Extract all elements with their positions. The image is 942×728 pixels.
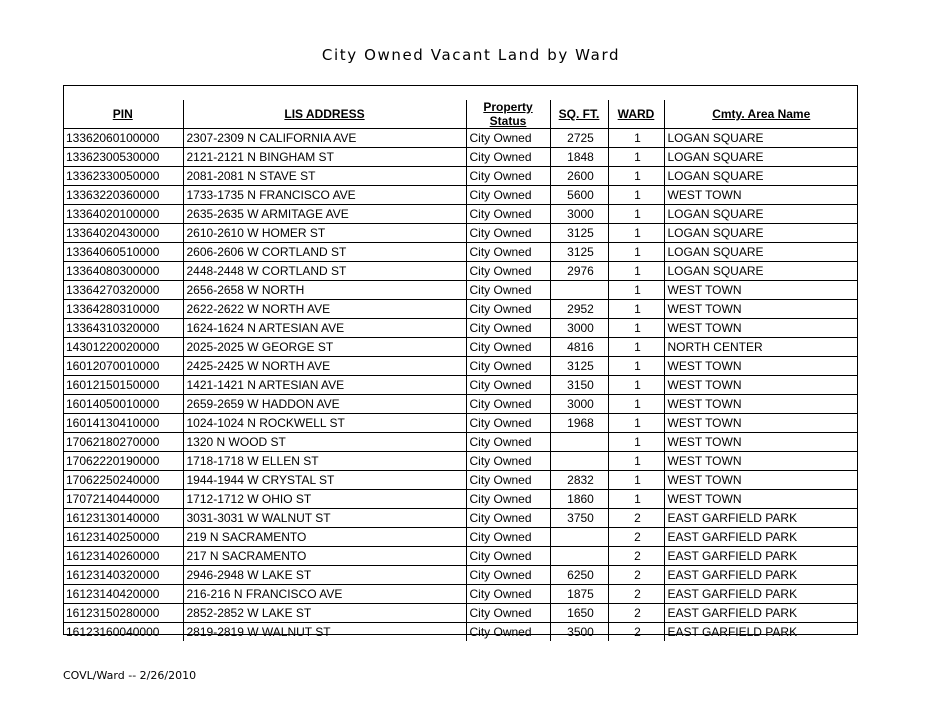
cell-sq-ft: 1875 xyxy=(550,585,608,604)
cell-property-status: City Owned xyxy=(466,262,550,281)
cell-property-status: City Owned xyxy=(466,604,550,623)
cell-sq-ft: 4816 xyxy=(550,338,608,357)
cell-lis-address: 1718-1718 W ELLEN ST xyxy=(183,452,466,471)
cell-ward: 2 xyxy=(608,604,664,623)
column-header-ward: WARD xyxy=(608,100,664,129)
cell-ward: 1 xyxy=(608,224,664,243)
cell-lis-address: 1733-1735 N FRANCISCO AVE xyxy=(183,186,466,205)
table-row xyxy=(63,338,858,357)
cell-ward: 2 xyxy=(608,547,664,566)
cell-sq-ft xyxy=(550,281,608,300)
cell-pin: 16123140420000 xyxy=(63,585,183,604)
column-header-cmty-area-name: Cmty. Area Name xyxy=(664,100,858,129)
cell-pin: 16012150150000 xyxy=(63,376,183,395)
cell-ward: 2 xyxy=(608,585,664,604)
cell-property-status: City Owned xyxy=(466,129,550,148)
cell-property-status: City Owned xyxy=(466,243,550,262)
cell-property-status: City Owned xyxy=(466,167,550,186)
cell-ward: 1 xyxy=(608,414,664,433)
cell-cmty-area-name: WEST TOWN xyxy=(664,319,858,338)
cell-cmty-area-name: NORTH CENTER xyxy=(664,338,858,357)
document-footer: COVL/Ward -- 2/26/2010 xyxy=(63,669,197,682)
cell-ward: 2 xyxy=(608,528,664,547)
cell-cmty-area-name: WEST TOWN xyxy=(664,490,858,509)
cell-pin: 16014130410000 xyxy=(63,414,183,433)
table-row xyxy=(63,205,858,224)
cell-pin: 13364020430000 xyxy=(63,224,183,243)
cell-cmty-area-name: WEST TOWN xyxy=(664,471,858,490)
table-row xyxy=(63,452,858,471)
cell-property-status: City Owned xyxy=(466,338,550,357)
cell-cmty-area-name: WEST TOWN xyxy=(664,395,858,414)
cell-property-status: City Owned xyxy=(466,509,550,528)
cell-pin: 13364020100000 xyxy=(63,205,183,224)
cell-cmty-area-name: WEST TOWN xyxy=(664,433,858,452)
cell-sq-ft xyxy=(550,452,608,471)
cell-ward: 1 xyxy=(608,186,664,205)
cell-pin: 13364310320000 xyxy=(63,319,183,338)
cell-lis-address: 2635-2635 W ARMITAGE AVE xyxy=(183,205,466,224)
cell-pin: 17062250240000 xyxy=(63,471,183,490)
cell-property-status: City Owned xyxy=(466,547,550,566)
cell-sq-ft: 3500 xyxy=(550,623,608,642)
cell-property-status: City Owned xyxy=(466,376,550,395)
cell-sq-ft: 3000 xyxy=(550,395,608,414)
cell-lis-address: 2610-2610 W HOMER ST xyxy=(183,224,466,243)
cell-ward: 1 xyxy=(608,262,664,281)
table-row xyxy=(63,300,858,319)
table-row xyxy=(63,528,858,547)
cell-cmty-area-name: WEST TOWN xyxy=(664,281,858,300)
cell-cmty-area-name: LOGAN SQUARE xyxy=(664,205,858,224)
cell-property-status: City Owned xyxy=(466,186,550,205)
cell-sq-ft: 3125 xyxy=(550,224,608,243)
cell-sq-ft: 3750 xyxy=(550,509,608,528)
cell-cmty-area-name: WEST TOWN xyxy=(664,300,858,319)
cell-sq-ft: 3150 xyxy=(550,376,608,395)
cell-cmty-area-name: WEST TOWN xyxy=(664,452,858,471)
cell-cmty-area-name: LOGAN SQUARE xyxy=(664,129,858,148)
cell-pin: 16123160040000 xyxy=(66,625,160,639)
cell-lis-address: 2659-2659 W HADDON AVE xyxy=(183,395,466,414)
cell-lis-address: 1944-1944 W CRYSTAL ST xyxy=(183,471,466,490)
cell-ward: 1 xyxy=(608,395,664,414)
cell-lis-address: 2425-2425 W NORTH AVE xyxy=(183,357,466,376)
document-title: City Owned Vacant Land by Ward xyxy=(321,46,621,64)
cell-cmty-area-name: LOGAN SQUARE xyxy=(664,148,858,167)
table-row xyxy=(63,604,858,623)
table-row xyxy=(63,490,858,509)
cell-cmty-area-name: EAST GARFIELD PARK xyxy=(664,547,858,566)
cell-lis-address: 1421-1421 N ARTESIAN AVE xyxy=(183,376,466,395)
cell-lis-address: 1712-1712 W OHIO ST xyxy=(183,490,466,509)
table-row xyxy=(63,547,858,566)
cell-property-status: City Owned xyxy=(466,433,550,452)
table-row xyxy=(63,376,858,395)
cell-cmty-area-name: LOGAN SQUARE xyxy=(664,243,858,262)
cell-ward: 1 xyxy=(608,376,664,395)
cell-lis-address: 2121-2121 N BINGHAM ST xyxy=(183,148,466,167)
cell-property-status: City Owned xyxy=(466,395,550,414)
cell-lis-address: 2946-2948 W LAKE ST xyxy=(183,566,466,585)
cell-sq-ft: 3125 xyxy=(550,243,608,262)
table-row xyxy=(63,224,858,243)
cell-ward: 1 xyxy=(608,338,664,357)
cell-sq-ft: 3000 xyxy=(550,319,608,338)
cell-cmty-area-name: EAST GARFIELD PARK xyxy=(664,604,858,623)
cell-sq-ft: 1968 xyxy=(550,414,608,433)
cell-property-status: City Owned xyxy=(466,281,550,300)
column-header-lis-address: LIS ADDRESS xyxy=(183,100,466,129)
cell-property-status: City Owned xyxy=(466,471,550,490)
cell-lis-address: 3031-3031 W WALNUT ST xyxy=(183,509,466,528)
table-row xyxy=(63,167,858,186)
table-body xyxy=(63,129,858,642)
cell-ward: 1 xyxy=(608,243,664,262)
cell-pin: 16123150280000 xyxy=(63,604,183,623)
cell-ward: 1 xyxy=(608,129,664,148)
cell-pin: 16012070010000 xyxy=(63,357,183,376)
cell-property-status: City Owned xyxy=(466,148,550,167)
table-row xyxy=(63,566,858,585)
cell-property-status: City Owned xyxy=(466,490,550,509)
cell-pin: 16123140320000 xyxy=(63,566,183,585)
cell-cmty-area-name: LOGAN SQUARE xyxy=(664,224,858,243)
cell-ward: 1 xyxy=(608,357,664,376)
cell-property-status: City Owned xyxy=(466,319,550,338)
table-row xyxy=(63,623,858,642)
cell-sq-ft: 2832 xyxy=(550,471,608,490)
table-row xyxy=(63,281,858,300)
cell-lis-address: 2606-2606 W CORTLAND ST xyxy=(183,243,466,262)
cell-lis-address: 216-216 N FRANCISCO AVE xyxy=(183,585,466,604)
cell-sq-ft xyxy=(550,433,608,452)
cell-lis-address: 2622-2622 W NORTH AVE xyxy=(183,300,466,319)
cell-property-status: City Owned xyxy=(466,528,550,547)
cell-ward: 2 xyxy=(608,566,664,585)
cell-lis-address: 219 N SACRAMENTO xyxy=(183,528,466,547)
table-row xyxy=(63,395,858,414)
cell-property-status: City Owned xyxy=(466,357,550,376)
cell-cmty-area-name: WEST TOWN xyxy=(664,357,858,376)
cell-ward: 1 xyxy=(608,490,664,509)
table-row xyxy=(63,471,858,490)
cell-pin: 16123140260000 xyxy=(63,547,183,566)
column-header-property-status: Property Status xyxy=(466,100,550,129)
cell-lis-address: 217 N SACRAMENTO xyxy=(183,547,466,566)
cell-pin: 17072140440000 xyxy=(63,490,183,509)
table-row xyxy=(63,148,858,167)
cell-sq-ft: 3000 xyxy=(550,205,608,224)
column-header-pin: PIN xyxy=(63,100,183,129)
table-row xyxy=(63,243,858,262)
cell-pin: 17062180270000 xyxy=(63,433,183,452)
cell-sq-ft: 1860 xyxy=(550,490,608,509)
cell-property-status: City Owned xyxy=(466,566,550,585)
cell-lis-address: 1320 N WOOD ST xyxy=(183,433,466,452)
cell-property-status: City Owned xyxy=(466,623,550,642)
cell-pin: 13364060510000 xyxy=(63,243,183,262)
cell-pin: 13362300530000 xyxy=(63,148,183,167)
cell-sq-ft: 6250 xyxy=(550,566,608,585)
table-row xyxy=(63,129,858,148)
cell-sq-ft: 1848 xyxy=(550,148,608,167)
cell-ward: 2 xyxy=(608,509,664,528)
cell-property-status: City Owned xyxy=(466,300,550,319)
cell-cmty-area-name: WEST TOWN xyxy=(664,376,858,395)
cell-pin: 13362330050000 xyxy=(63,167,183,186)
table-row xyxy=(63,357,858,376)
cell-lis-address: 1024-1024 N ROCKWELL ST xyxy=(183,414,466,433)
cell-ward: 1 xyxy=(608,319,664,338)
cell-pin: 16123140250000 xyxy=(63,528,183,547)
cell-sq-ft: 2976 xyxy=(550,262,608,281)
cell-pin: 14301220020000 xyxy=(63,338,183,357)
cell-cmty-area-name: LOGAN SQUARE xyxy=(664,262,858,281)
cell-pin: 13364270320000 xyxy=(63,281,183,300)
cell-ward: 1 xyxy=(608,300,664,319)
cell-ward: 1 xyxy=(608,167,664,186)
cell-pin: 13364080300000 xyxy=(63,262,183,281)
cell-ward: 1 xyxy=(608,205,664,224)
cell-sq-ft: 5600 xyxy=(550,186,608,205)
cell-lis-address: 2307-2309 N CALIFORNIA AVE xyxy=(183,129,466,148)
cell-sq-ft xyxy=(550,528,608,547)
cell-sq-ft: 1650 xyxy=(550,604,608,623)
cell-cmty-area-name: WEST TOWN xyxy=(664,414,858,433)
table-row xyxy=(63,433,858,452)
cell-property-status: City Owned xyxy=(466,414,550,433)
cell-ward: 1 xyxy=(608,281,664,300)
cell-pin: 16014050010000 xyxy=(63,395,183,414)
cell-property-status: City Owned xyxy=(466,205,550,224)
table-header-row xyxy=(63,100,858,129)
cell-sq-ft: 2952 xyxy=(550,300,608,319)
cell-lis-address: 2819-2819 W WALNUT ST xyxy=(183,623,466,642)
cell-lis-address: 2081-2081 N STAVE ST xyxy=(183,167,466,186)
vacant-land-table xyxy=(63,100,858,641)
cell-sq-ft xyxy=(550,547,608,566)
cell-lis-address: 2656-2658 W NORTH xyxy=(183,281,466,300)
cell-property-status: City Owned xyxy=(466,585,550,604)
cell-lis-address: 2448-2448 W CORTLAND ST xyxy=(183,262,466,281)
cell-ward: 1 xyxy=(608,433,664,452)
cell-ward: 2 xyxy=(608,623,664,642)
cell-cmty-area-name: EAST GARFIELD PARK xyxy=(664,585,858,604)
cell-pin: 13364280310000 xyxy=(63,300,183,319)
cell-cmty-area-name: EAST GARFIELD PARK xyxy=(664,623,858,642)
cell-sq-ft: 2725 xyxy=(550,129,608,148)
cell-pin: 13362060100000 xyxy=(63,129,183,148)
cell-lis-address: 2025-2025 W GEORGE ST xyxy=(183,338,466,357)
cell-pin: 13363220360000 xyxy=(63,186,183,205)
cell-lis-address: 2852-2852 W LAKE ST xyxy=(183,604,466,623)
table-row xyxy=(63,585,858,604)
cell-property-status: City Owned xyxy=(466,452,550,471)
cell-ward: 1 xyxy=(608,452,664,471)
table-row xyxy=(63,509,858,528)
cell-property-status: City Owned xyxy=(466,224,550,243)
cell-cmty-area-name: WEST TOWN xyxy=(664,186,858,205)
table-row xyxy=(63,414,858,433)
cell-sq-ft: 2600 xyxy=(550,167,608,186)
cell-cmty-area-name: LOGAN SQUARE xyxy=(664,167,858,186)
table-row xyxy=(63,262,858,281)
cell-pin: 16123130140000 xyxy=(63,509,183,528)
cell-ward: 1 xyxy=(608,148,664,167)
cell-cmty-area-name: EAST GARFIELD PARK xyxy=(664,509,858,528)
cell-sq-ft: 3125 xyxy=(550,357,608,376)
cell-ward: 1 xyxy=(608,471,664,490)
cell-cmty-area-name: EAST GARFIELD PARK xyxy=(664,566,858,585)
cell-lis-address: 1624-1624 N ARTESIAN AVE xyxy=(183,319,466,338)
cell-cmty-area-name: EAST GARFIELD PARK xyxy=(664,528,858,547)
table-row xyxy=(63,186,858,205)
table-row xyxy=(63,319,858,338)
column-header-sq-ft: SQ. FT. xyxy=(550,100,608,129)
cell-pin: 17062220190000 xyxy=(63,452,183,471)
